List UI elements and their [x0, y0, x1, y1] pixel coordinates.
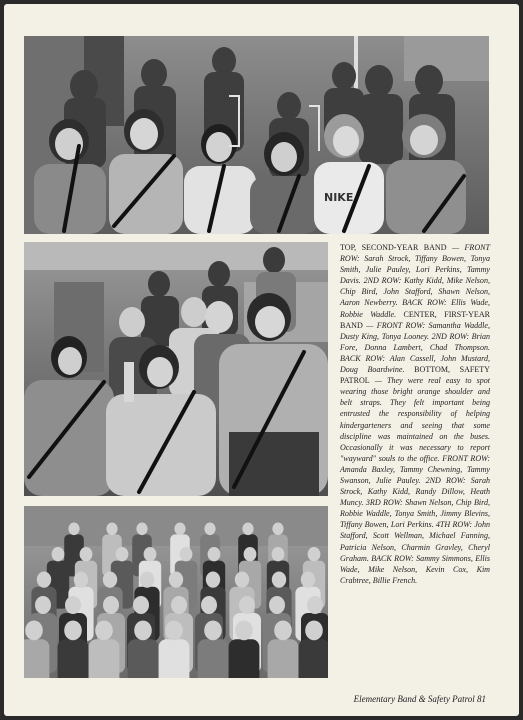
- page-footer: Elementary Band & Safety Patrol 81: [353, 694, 486, 704]
- caption-section-bottom-heading: BOTTOM, SAFETY PATROL: [340, 365, 490, 386]
- caption-section-bottom-text: — They were real easy to spot wearing those bright orange shoulder and belt straps. They felt important being entrusted the responsibility of helping kindergarteners and seeing that some discipline was maintained on the buses. Occasionally it was necessary to report "wayward" souls to the office. FRONT ROW: Amanda Baxley, Tammy Chewning, Tammy Swanson, Julie Pauley. 2ND ROW: Sarah Strock, Kathy Kidd, Randy Dillow, Heath Muncy. 3RD ROW: Shawn Nelson, Chip Bird, Robbie Waddle, Tonya Smith, Jimmy Blevins, Tiffany Bowen, Lori Perkins. 4TH ROW: John Stafford, Scott Wellman, Michael Fanning, Patricia Nelson, Charmin Gravley, Cheryl Graham. BACK ROW: Sammy Simmons, Ellis Wade, Mike Nelson, Kevin Cox, Kim Crabtree, Billie French.: [340, 376, 490, 585]
- caption-section-center-text: — FRONT ROW: Samantha Waddle, Dusty King, Tonya Looney. 2ND ROW: Brian Fore, Donna Lambert, Chad Thompson. BACK ROW: Alan Cassell, John Mustard, Doug Boardwine.: [340, 320, 490, 375]
- photo-first-year-band: [24, 242, 328, 496]
- caption-section-top-heading: TOP, SECOND-YEAR BAND: [340, 243, 447, 252]
- nike-shirt-text: NIKE: [324, 191, 354, 204]
- yearbook-page: [4, 4, 519, 716]
- caption-section-top-text: — FRONT ROW: Sarah Strock, Tiffany Bowen, Tonya Smith, Julie Pauley, Lori Perkins, Tammy Davis. 2ND ROW: Kathy Kidd, Mike Nelson, Chip Bird, John Stafford, Shawn Nelson, Aaron Newberry. BACK ROW: Ellis Wade, Robbie Waddle.: [340, 243, 490, 319]
- photo-safety-patrol: [24, 506, 328, 678]
- photo-second-year-band: [24, 36, 489, 234]
- photo-caption: [340, 242, 490, 586]
- caption-section-center-heading: CENTER, FIRST-YEAR BAND: [340, 309, 491, 330]
